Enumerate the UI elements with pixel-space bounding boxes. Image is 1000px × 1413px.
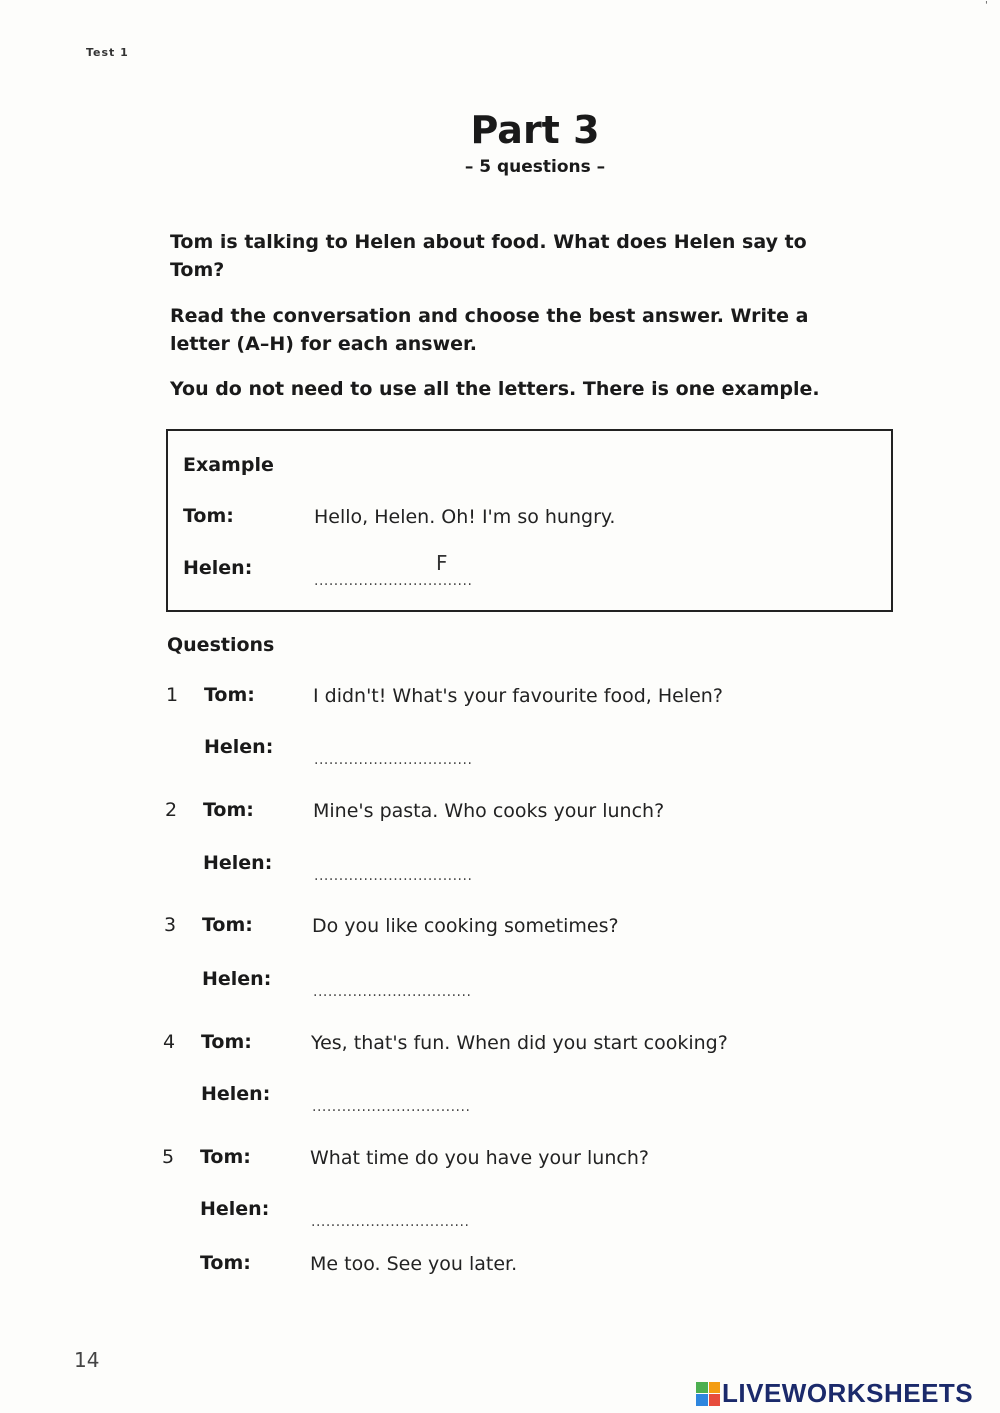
question-1-tom-line: I didn't! What's your favourite food, Helen? [313,685,723,707]
question-number-2: 2 [165,799,178,821]
question-number-1: 1 [166,684,179,706]
question-5-tom-label: Tom: [200,1146,251,1168]
corner-mark: ' [985,0,988,11]
example-answer: F [436,551,448,575]
example-answer-dots: ................................ [314,573,473,589]
instruction-2: Read the conversation and choose the best answer. Write a letter (A–H) for each answer. [170,305,809,355]
liveworksheets-wordmark: LIVEWORKSHEETS [722,1378,974,1408]
liveworksheets-logo[interactable] [696,1378,973,1409]
instruction-3: You do not need to use all the letters. There is one example. [170,378,820,400]
example-tom-label: Tom: [183,505,234,527]
question-number-3: 3 [164,914,177,936]
question-2-tom-label: Tom: [203,799,254,821]
closing-tom-label: Tom: [200,1252,251,1274]
question-1-helen-label: Helen: [204,736,274,758]
question-5-helen-label: Helen: [200,1198,270,1220]
question-2-answer-field[interactable]: ................................ [314,868,473,884]
page-title: Part 3 [470,108,600,152]
page-subtitle: – 5 questions – [464,157,606,177]
logo-square-green [696,1382,708,1394]
question-1-answer-field[interactable]: ................................ [314,752,473,768]
liveworksheets-icon [696,1382,720,1406]
question-5-tom-line: What time do you have your lunch? [310,1147,649,1169]
question-3-answer-field[interactable]: ................................ [313,984,472,1000]
question-4-tom-line: Yes, that's fun. When did you start cooking? [311,1032,728,1054]
question-2-tom-line: Mine's pasta. Who cooks your lunch? [313,800,665,822]
logo-square-blue [696,1394,708,1406]
question-3-tom-label: Tom: [202,914,253,936]
example-tom-line: Hello, Helen. Oh! I'm so hungry. [314,506,616,528]
test-label: Test 1 [86,46,129,59]
question-4-helen-label: Helen: [201,1083,271,1105]
question-3-tom-line: Do you like cooking sometimes? [312,915,619,937]
example-helen-label: Helen: [183,557,253,579]
logo-square-red [709,1394,721,1406]
question-3-helen-label: Helen: [202,968,272,990]
questions-heading: Questions [167,634,275,656]
question-4-tom-label: Tom: [201,1031,252,1053]
closing-tom-line: Me too. See you later. [310,1253,518,1275]
logo-square-orange [709,1382,721,1394]
question-4-answer-field[interactable]: ................................ [312,1099,471,1115]
question-number-4: 4 [163,1031,176,1053]
question-number-5: 5 [162,1146,175,1168]
instruction-1: Tom is talking to Helen about food. What does Helen say to Tom? [170,231,807,281]
question-2-helen-label: Helen: [203,852,273,874]
example-heading: Example [183,454,274,476]
page-number: 14 [74,1348,100,1372]
question-5-answer-field[interactable]: ................................ [311,1214,470,1230]
question-1-tom-label: Tom: [204,684,255,706]
